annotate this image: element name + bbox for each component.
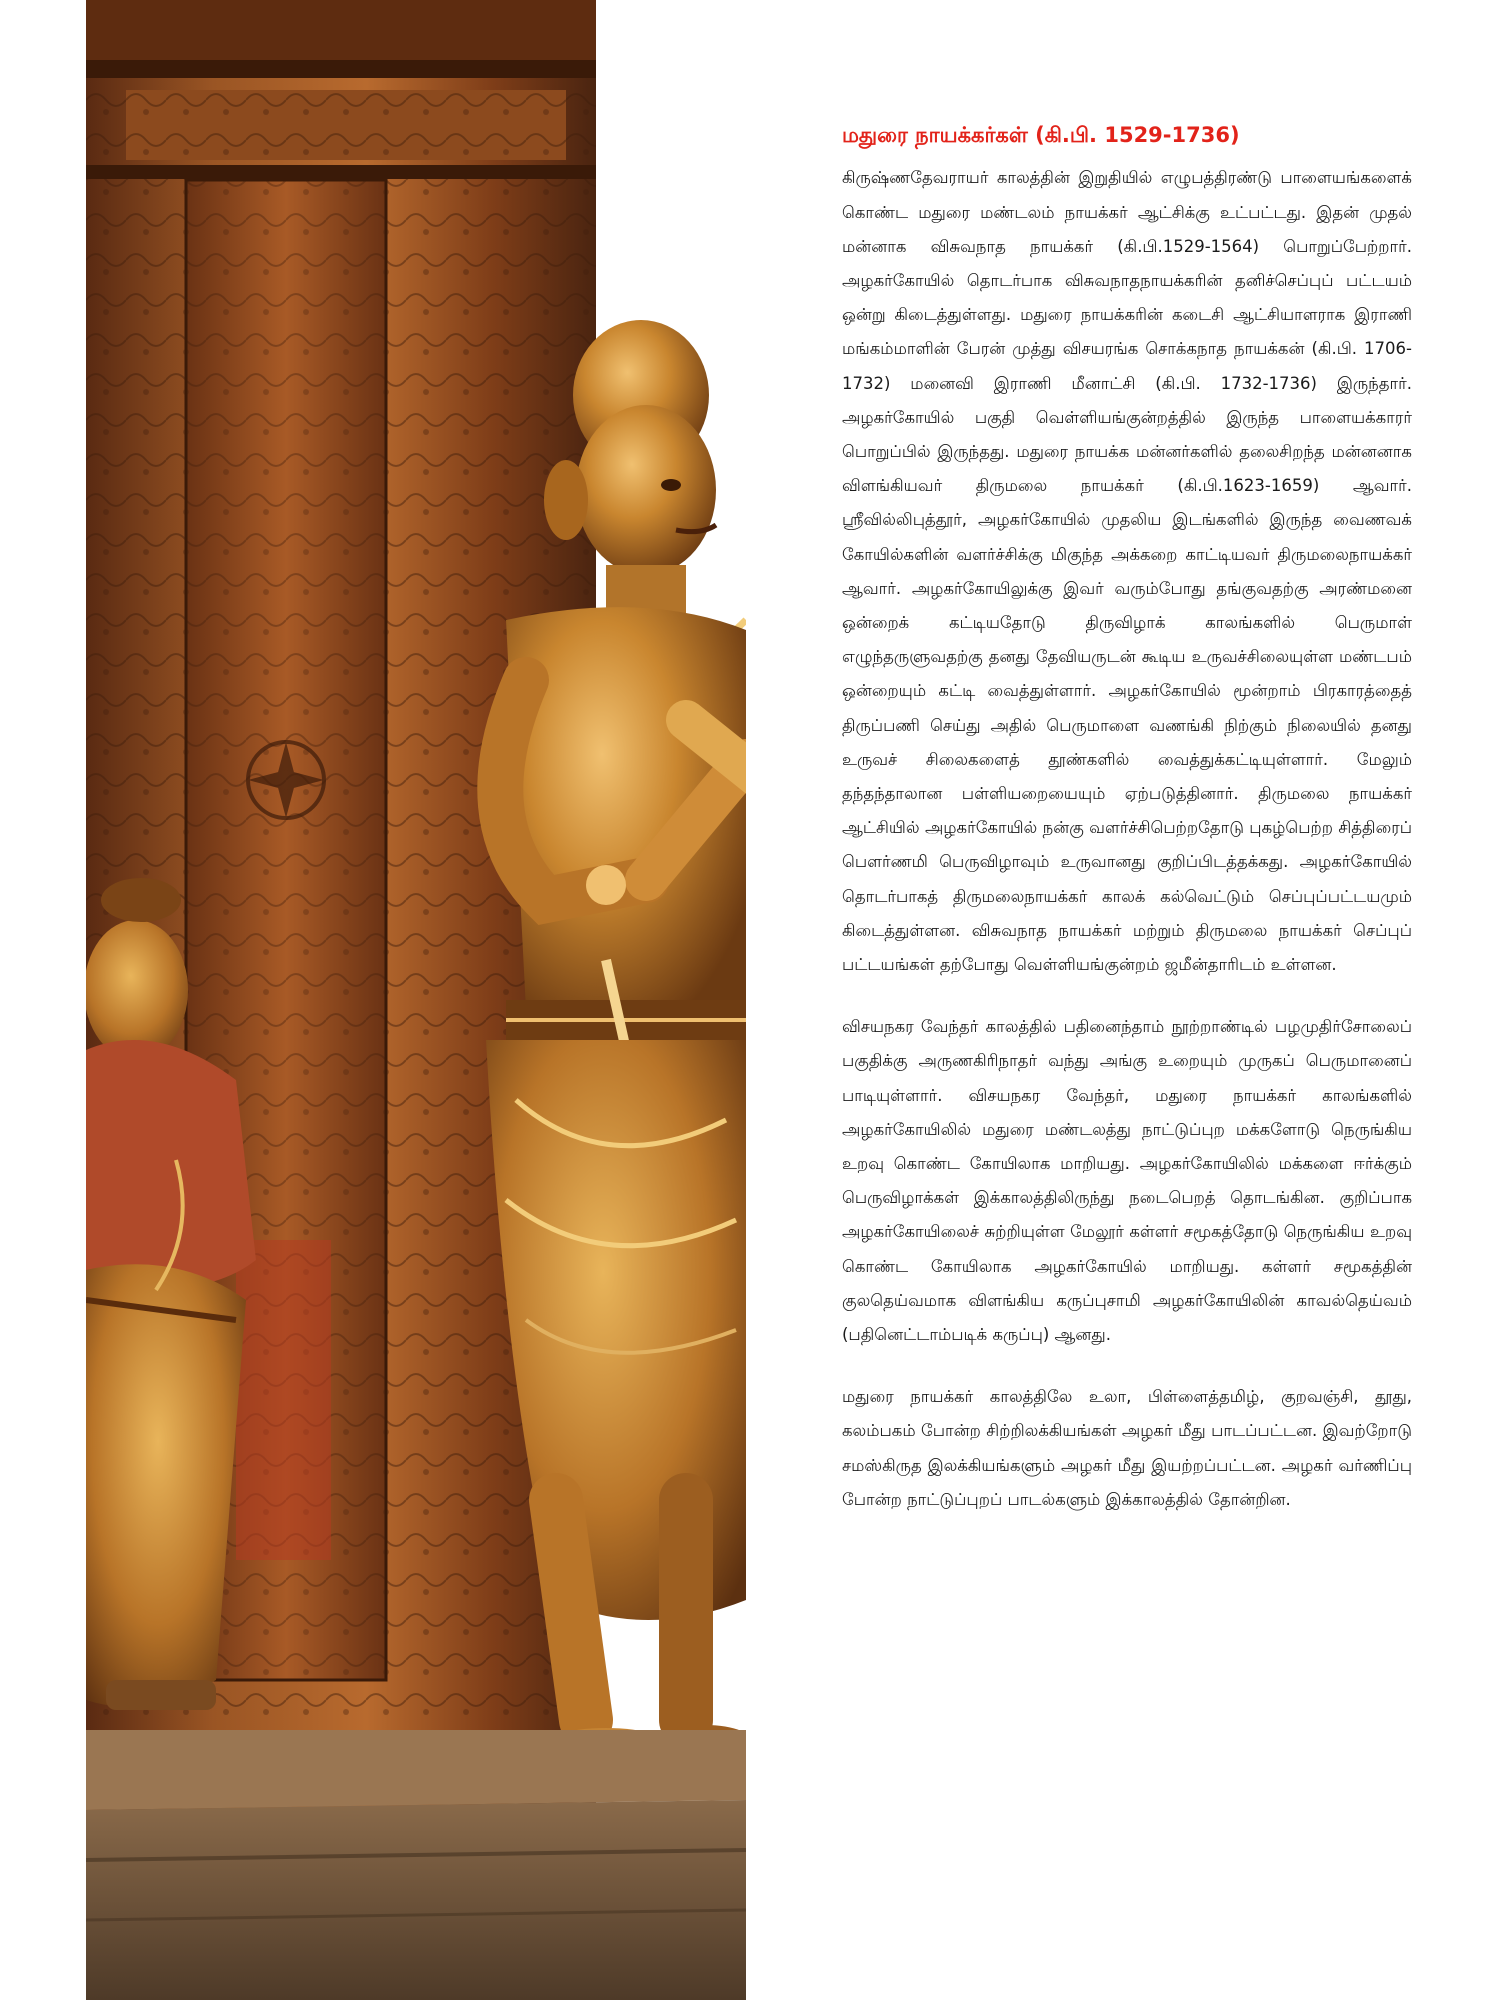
paragraph-3: மதுரை நாயக்கர் காலத்திலே உலா, பிள்ளைத்தமிழ், குறவஞ்சி, தூது, கலம்பகம் போன்ற சிற்றிலக்கியங்கள் அழகர் மீது பாடப்பட்டன. இவற்றோடு சமஸ்கிருத இலக்கியங்களும் அழகர் மீது இயற்றப்பட்டன. அழகர் வர்ணிப்பு போன்ற நாட்டுப்புறப் பாடல்களும் இக்காலத்தில் தோன்றின. [842, 1387, 1412, 1509]
article-column [842, 122, 1412, 1545]
temple-sculpture-photo [86, 0, 746, 2000]
section-title: மதுரை நாயக்கர்கள் (கி.பி. 1529-1736) [842, 123, 1240, 147]
temple-sculpture-image [86, 0, 746, 2000]
paragraph-2: விசயநகர வேந்தர் காலத்தில் பதினைந்தாம் நூற்றாண்டில் பழமுதிர்சோலைப் பகுதிக்கு அருணகிரிநாதர் வந்து அங்கு உறையும் முருகப் பெருமானைப் பாடியுள்ளார். விசயநகர வேந்தர், மதுரை நாயக்கர் காலங்களில் அழகர்கோயிலில் மதுரை மண்டலத்து நாட்டுப்புற மக்களோடு நெருங்கிய உறவு கொண்ட கோயிலாக மாறியது. அழகர்கோயிலில் மக்களை ஈர்க்கும் பெருவிழாக்கள் இக்காலத்திலிருந்து நடைபெறத் தொடங்கின. குறிப்பாக அழகர்கோயிலைச் சுற்றியுள்ள மேலூர் கள்ளர் சமூகத்தோடு நெருங்கிய உறவு கொண்ட கோயிலாக அழகர்கோயில் மாறியது. கள்ளர் சமூகத்தின் குலதெய்வமாக விளங்கிய கருப்புசாமி அழகர்கோயிலின் காவல்தெய்வம் (பதினெட்டாம்படிக் கருப்பு) ஆனது. [842, 1017, 1412, 1344]
paragraph-1: கிருஷ்ணதேவராயர் காலத்தின் இறுதியில் எழுபத்திரண்டு பாளையங்களைக் கொண்ட மதுரை மண்டலம் நாயக்கர் ஆட்சிக்கு உட்பட்டது. இதன் முதல் மன்னாக விசுவநாத நாயக்கர் (கி.பி.1529-1564) பொறுப்பேற்றார். அழகர்கோயில் தொடர்பாக விசுவநாதநாயக்கரின் தனிச்செப்புப் பட்டயம் ஒன்று கிடைத்துள்ளது. மதுரை நாயக்கரின் கடைசி ஆட்சியாளராக இராணி மங்கம்மாளின் பேரன் முத்து விசயரங்க சொக்கநாத நாயக்கன் (கி.பி. 1706-1732) மனைவி இராணி மீனாட்சி (கி.பி. 1732-1736) இருந்தார். அழகர்கோயில் பகுதி வெள்ளியங்குன்றத்தில் இருந்த பாளையக்காரர் பொறுப்பில் இருந்தது. மதுரை நாயக்க மன்னர்களில் தலைசிறந்த மன்னனாக விளங்கியவர் திருமலை நாயக்கர் (கி.பி.1623-1659) ஆவார். ஸ்ரீவில்லிபுத்தூர், அழகர்கோயில் முதலிய இடங்களில் இருந்த வைணவக் கோயில்களின் வளர்ச்சிக்கு மிகுந்த அக்கறை காட்டியவர் திருமலைநாயக்கர் ஆவார். அழகர்கோயிலுக்கு இவர் வரும்போது தங்குவதற்கு அரண்மனை ஒன்றைக் கட்டியதோடு திருவிழாக் காலங்களில் பெருமாள் எழுந்தருளுவதற்கு தனது தேவியருடன் கூடிய உருவச்சிலையுள்ள மண்டபம் ஒன்றையும் கட்டி வைத்துள்ளார். அழகர்கோயில் மூன்றாம் பிரகாரத்தைத் திருப்பணி செய்து அதில் பெருமாளை வணங்கி நிற்கும் நிலையில் தனது உருவச் சிலைகளைத் தூண்களில் வைத்துக்கட்டியுள்ளார். மேலும் தந்தந்தாலான பள்ளியறையையும் ஏற்படுத்தினார். திருமலை நாயக்கர் ஆட்சியில் அழகர்கோயில் நன்கு வளர்ச்சிபெற்றதோடு புகழ்பெற்ற சித்திரைப் பௌர்ணமி பெருவிழாவும் உருவானது குறிப்பிடத்தக்கது. அழகர்கோயில் தொடர்பாகத் திருமலைநாயக்கர் காலக் கல்வெட்டும் செப்புப்பட்டயமும் கிடைத்துள்ளன. விசுவநாத நாயக்கர் மற்றும் திருமலை நாயக்கர் செப்புப் பட்டயங்கள் தற்போது வெள்ளியங்குன்றம் ஜமீன்தாரிடம் உள்ளன. [842, 168, 1412, 974]
